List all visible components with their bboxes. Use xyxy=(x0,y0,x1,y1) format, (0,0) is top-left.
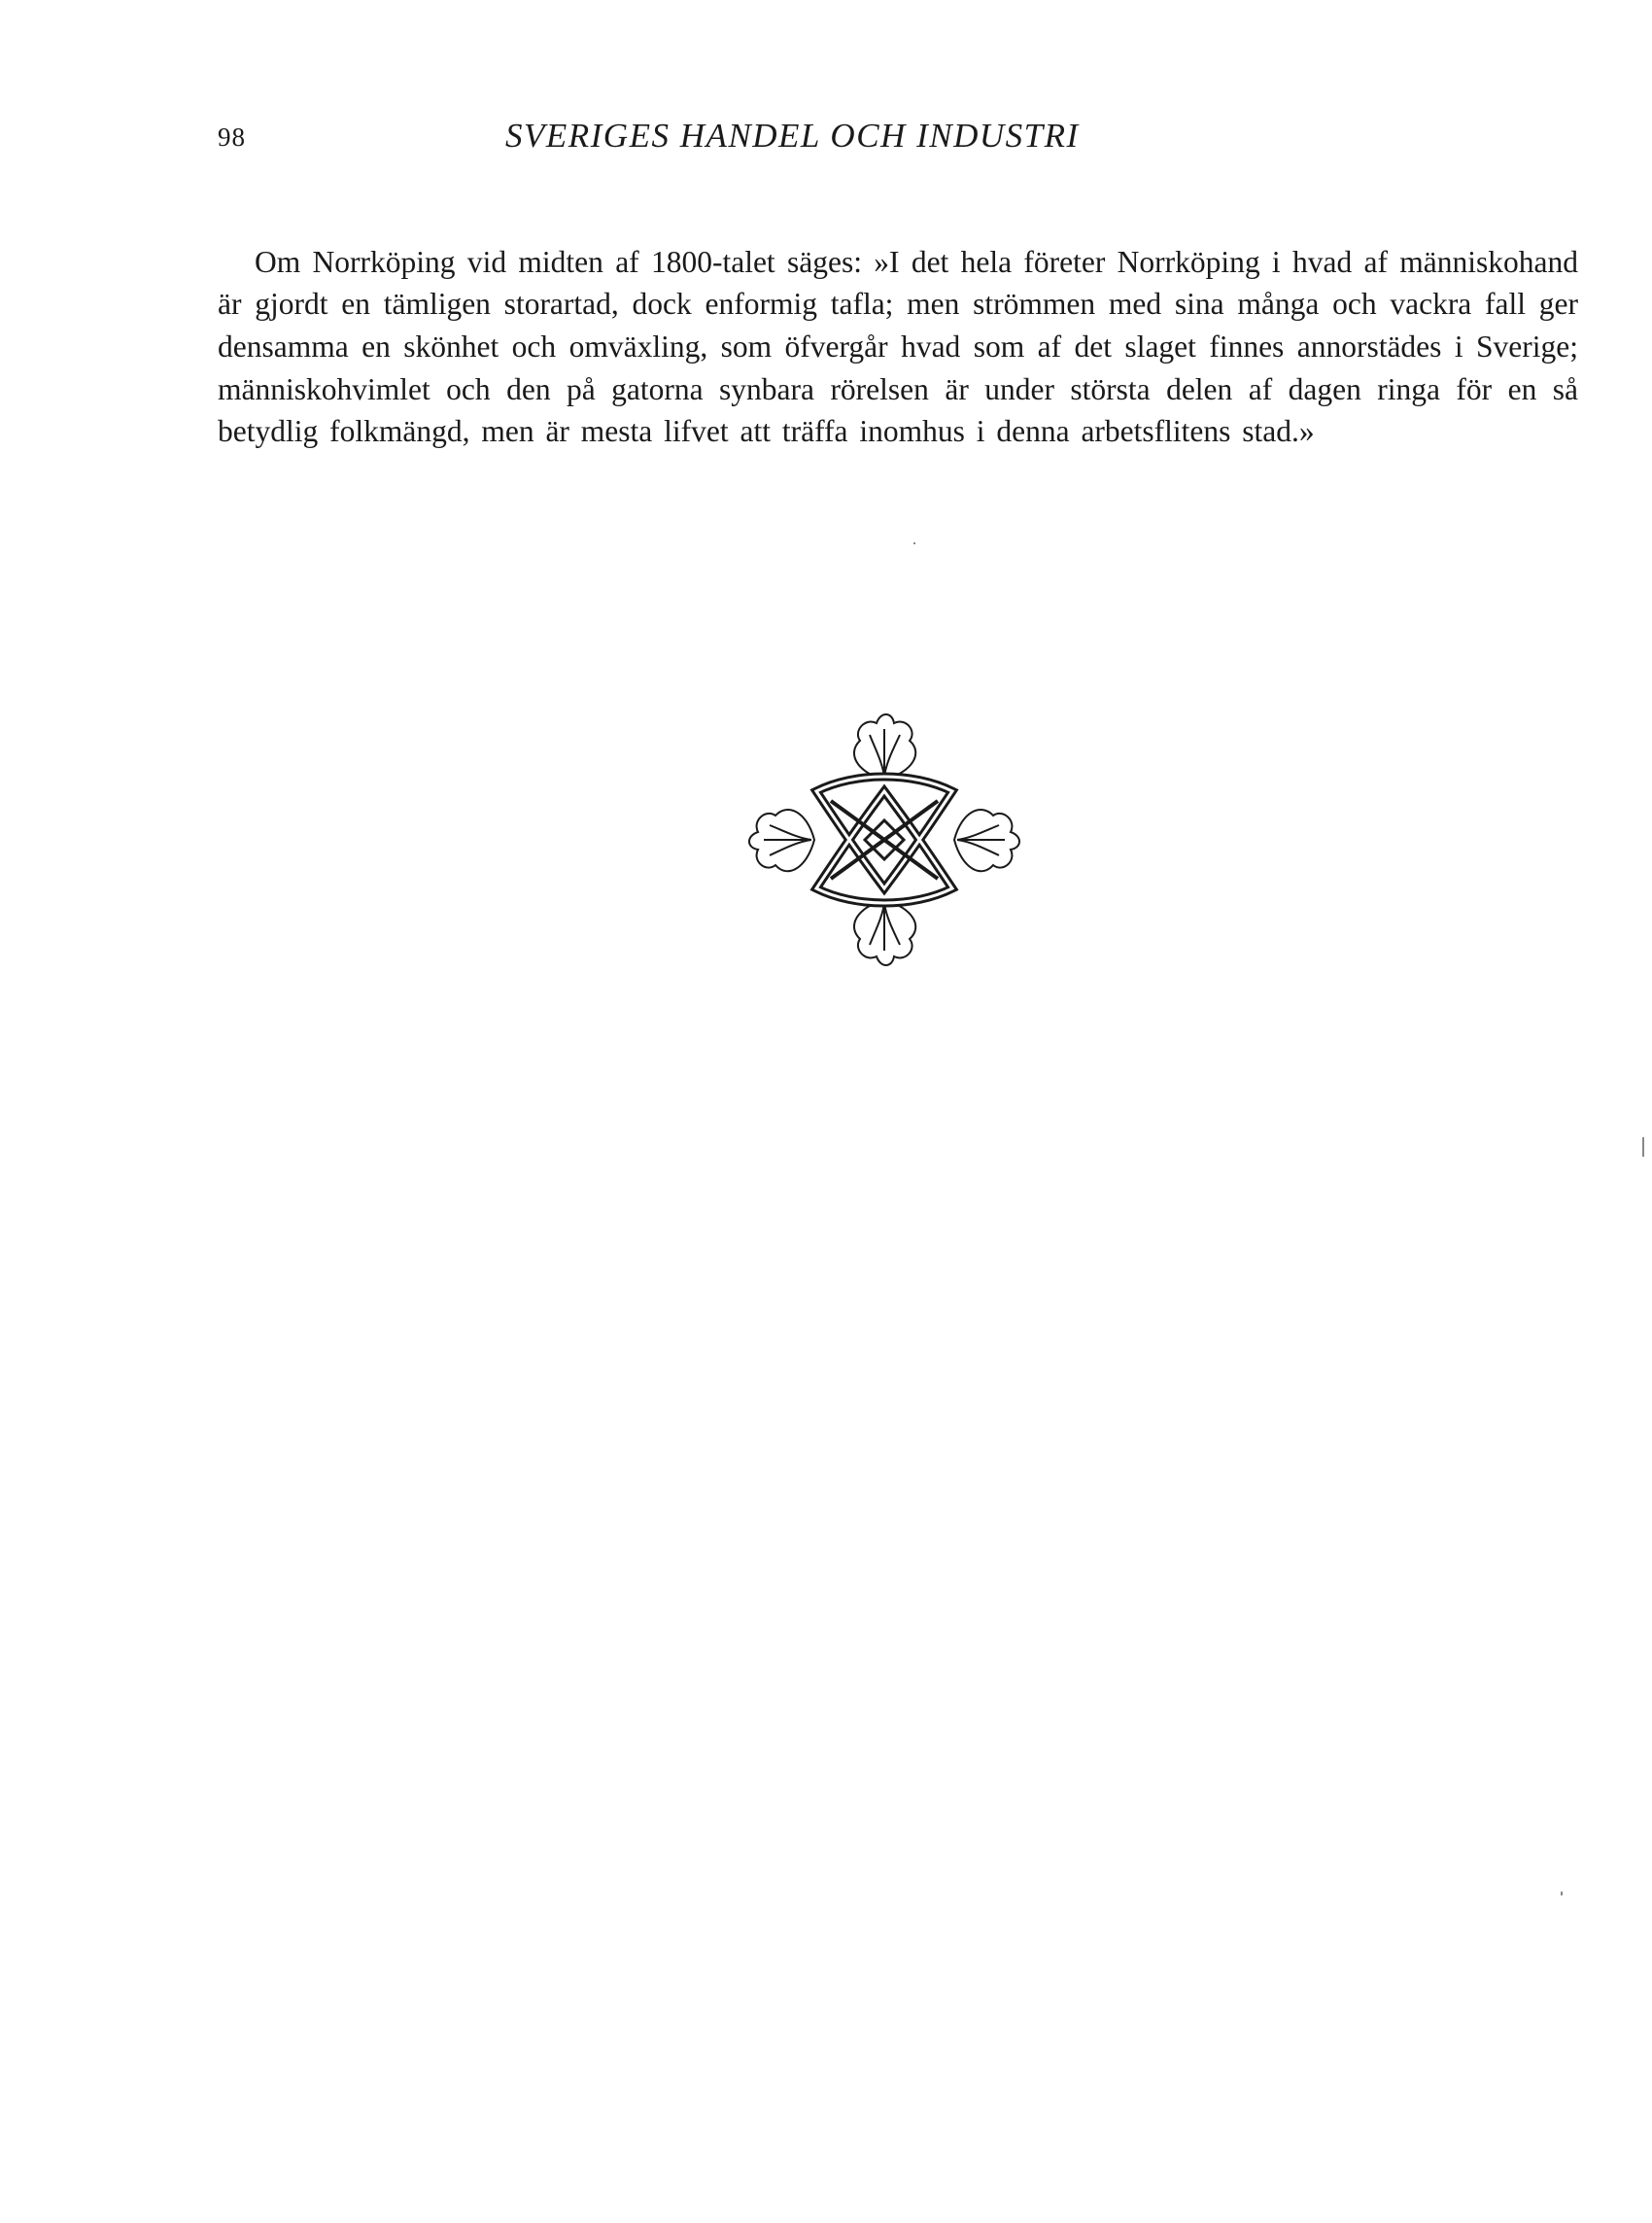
interlaced-knot-ornament-icon xyxy=(739,704,1030,976)
margin-speck xyxy=(1642,1137,1644,1157)
margin-speck xyxy=(1561,1892,1563,1895)
running-head: SVERIGES HANDEL OCH INDUSTRI xyxy=(505,117,1080,155)
body-paragraph: Om Norrköping vid midten af 1800-talet säges: »I det hela företer Norrköping i hvad af människohand är gjordt en tämligen storartad, dock enformig tafla; men strömmen med sina många och vackra fall ger densamma en skönhet och omväxling, som öfvergår hvad som af det slaget finnes annorstädes i Sverige; människohvimlet och den på gatorna synbara rörelsen är under största delen af dagen ringa för en så betydlig folkmängd, men är mesta lifvet att träffa inomhus i denna arbetsflitens stad.» xyxy=(218,244,1578,449)
page-number: 98 xyxy=(218,122,246,152)
margin-speck xyxy=(913,542,915,544)
